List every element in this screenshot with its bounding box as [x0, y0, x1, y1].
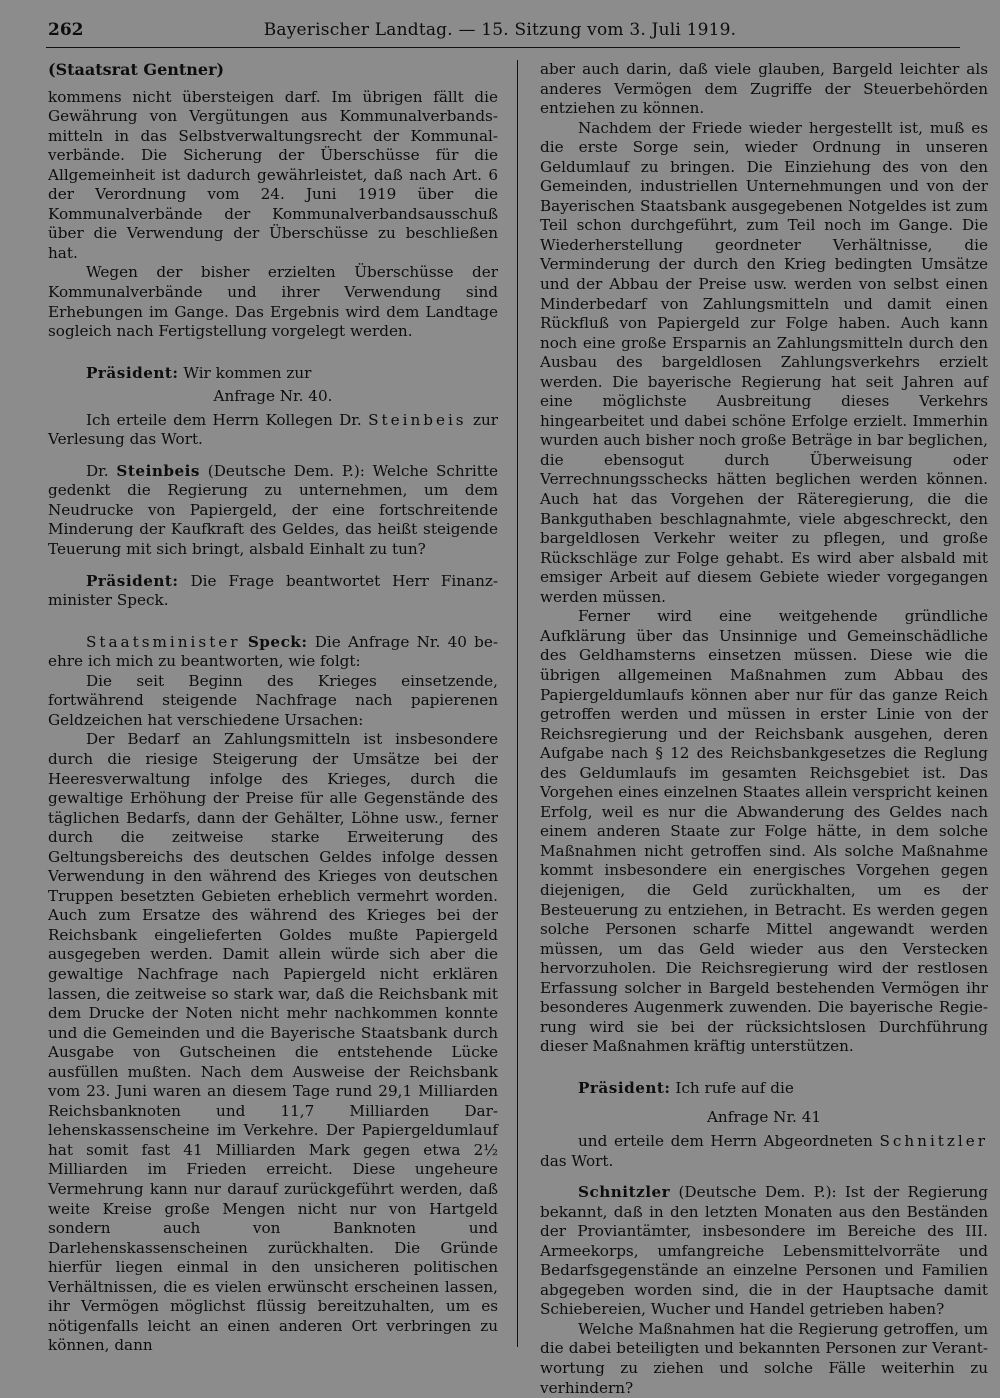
paragraph: Nachdem der Friede wieder hergestellt ist, muß es die erste Sorge sein, wieder Ordnung in unseren Geldumlauf zu bringen. Die Einziehung des von den Gemeinden, industriellen Unternehmungen und von der Bayerischen Staatsbank ausgegebenen Notgeldes ist zum Teil schon durchgeführt, zum Teil noch im Gange. Die Wiederherstellung geordneter Verhältnisse, die Verminderung der durch den Krieg bedingten Umsätze und der Abbau der Preise usw. werden von selbst einen Minderbedarf von Zahlungsmitteln und damit einen Rückfluß von Papiergeld zur Folge haben. Auch kann noch eine große Ersparnis an Zahlungsmitteln durch den Ausbau des bargeldlosen Zahlungsverkehrs erzielt werden. Die bayerische Regierung hat seit Jahren auf eine möglichste Ausbreitung dieses Verkehrs hingearbeitet und dabei schöne Erfolge erzielt. Immerhin wurden auch bisher noch große Beträge in bar beglichen, die ebensogut durch Überweisung oder Verrechnungsschecks hätten beglichen werden können. Auch hat das Vorgehen der Räteregierung, die die Bankguthaben beschlagnahmte, viele abgeschreckt, den bargeldlosen Verkehr weiter zu pflegen, und große Rückschläge zur Folge gehabt. Es wird aber alsbald mit emsiger Arbeit auf diesem Gebiete wieder vorgegangen werden müssen. [540, 118, 988, 606]
paragraph: kommens nicht übersteigen darf. Im übrigen fällt die Gewährung von Vergütungen aus Kommunalverbandsmitteln in das Selbstverwaltungsrecht der Kommunalverbände. Die Sicherung der Überschüsse für die Allgemeinheit ist dadurch gewährleistet, daß nach Art. 6 der Verordnung vom 24. Juni 1919 über die Kommunalverbände der Kommunalverbandsausschuß über die Verwendung der Überschüsse zu beschließen hat. [48, 87, 498, 262]
inquiry-text: Dr. Steinbeis (Deutsche Dem. P.): Welche Schritte gedenkt die Regierung zu unternehmen, um dem Neudrucke von Papiergeld, der eine fortschreitende Minderung der Kaufkraft des Geldes, das heißt steigende Teuerung mit sich bringt, alsbald Einhalt zu tun? [48, 461, 498, 559]
inquiry-heading: Anfrage Nr. 41 [706, 1108, 822, 1127]
minister-answer-intro: Staatsminister Speck: Die Anfrage Nr. 40 beehre ich mich zu beantworten, wie folgt: [48, 632, 498, 671]
inquiry-text: Schnitzler (Deutsche Dem. P.): Ist der Regierung bekannt, daß in den letzten Monaten aus den Beständen der Proviantämter, insbesondere im Bereiche des III. Armeekorps, umfangreiche Lebensmittelvorräte und Bedarfsgegenstände an einzelne Personen und Familien abgegeben worden sind, die in der Hauptsache damit Schiebereien, Wucher und Handel getrieben haben? [540, 1183, 988, 1319]
speaker-name: Schnitzler [879, 1131, 989, 1150]
page-number: 262 [48, 20, 84, 40]
paragraph: und erteile dem Herrn Abgeordneten Schnitzler das Wort. [540, 1131, 989, 1170]
left-column [48, 60, 498, 1353]
speaker-name: Präsident: [578, 1078, 671, 1097]
president-statement: Präsident: Die Frage beantwortet Herr Finanzminister Speck. [48, 571, 498, 610]
inquiry-heading: Anfrage Nr. 40. [213, 387, 333, 406]
header-rule [46, 47, 960, 48]
president-statement: Präsident: Wir kommen zur [86, 363, 312, 382]
right-column [540, 60, 989, 1397]
paragraph: Ferner wird eine weitgehende gründliche Aufklärung über das Unsinnige und Gemeinschädliche des Geldhamsterns einsetzen müssen. Diese wie die übrigen allgemeinen Maßnahmen zum Abbau des Papiergeldumlaufs können aber nur für das ganze Reich getroffen werden und müssen in erster Linie von der Reichsregierung und der Reichsbank ausgehen, deren Aufgabe nach § 12 des Reichsbankgesetzes die Reglung des Geldumlaufs im gesamten Reichsgebiet ist. Das Vorgehen eines einzelnen Staates allein verspricht keinen Erfolg, weil es nur die Abwanderung des Geldes nach einem anderen Staate zur Folge hätte, in dem solche Maßnahmen nicht getroffen sind. Als solche Maßnahme kommt insbesondere ein energisches Vorgehen gegen diejenigen, die Geld zurückhalten, um es der Besteuerung zu entziehen, in Betracht. Es werden gegen solche Personen scharfe Mittel angewandt werden müssen, um das Geld wieder aus den Verstecken hervorzuholen. Die Reichsregierung wird der restlosen Erfassung solcher in Bargeld bestehenden Vermögen ihr besonderes Augenmerk zuwenden. Die bayerische Regierung wird sie bei der rücksichtslosen Durchführung dieser Maßnahmen kräftig unterstützen. [540, 607, 988, 1056]
paragraph: Ich erteile dem Herrn Kollegen Dr. Steinbeis zur Verlesung das Wort. [48, 410, 499, 449]
speaker-continuation-label: (Staatsrat Gentner) [48, 60, 225, 79]
speaker-name: Präsident: [86, 363, 179, 382]
speaker-name: Steinbeis [368, 410, 467, 429]
paragraph: Die seit Beginn des Krieges einsetzende, fortwährend steigende Nachfrage nach papierenen Geldzeichen hat verschiedene Ursachen: [48, 671, 498, 729]
paragraph: Wegen der bisher erzielten Überschüsse der Kommunalverbände und ihrer Verwendung sind Erhebungen im Gange. Das Ergebnis wird dem Landtage sogleich nach Fertigstellung vorgelegt werden. [48, 263, 498, 341]
president-statement: Präsident: Ich rufe auf die [578, 1078, 794, 1097]
speaker-name: Steinbeis [116, 461, 200, 480]
column-divider [517, 60, 518, 1347]
speaker-name: Schnitzler [578, 1183, 671, 1202]
speaker-name: Speck: [247, 632, 308, 651]
paragraph: Der Bedarf an Zahlungsmitteln ist insbesondere durch die riesige Steigerung der Umsätze bei der Heeresverwaltung infolge des Krieges, durch die gewaltige Erhöhung der Preise für alle Gegenstände des täglichen Bedarfs, dann der Gehälter, Löhne usw., ferner durch die zeitweise starke Erweiterung des Geltungsbereichs des deutschen Geldes infolge dessen Verwendung in den während des Krieges von deutschen Truppen besetzten Gebieten erheblich vermehrt worden. Auch zum Ersatze des während des Krieges bei der Reichsbank eingelieferten Goldes mußte Papiergeld ausgegeben werden. Damit allein würde sich aber die gewaltige Nachfrage nach Papiergeld nicht erklären lassen, die zeitweise so stark war, daß die Reichsbank mit dem Drucke der Noten nicht mehr nachkommen konnte und die Gemeinden und die Bayerische Staatsbank durch Ausgabe von Gutscheinen die entstehende Lücke ausfüllen mußten. Nach dem Ausweise der Reichsbank vom 23. Juni waren an diesem Tage rund 29,1 Milliarden Reichsbanknoten und 11,7 Milliarden Darlehenskassenscheine im Verkehre. Der Papiergeldumlauf hat somit fast 41 Milliarden Mark gegen etwa 2½ Milliarden im Frieden erreicht. Diese ungeheure Vermehrung kann nur darauf zurückgeführt werden, daß weite Kreise große Mengen nicht nur von Hartgeld sondern auch von Banknoten und Darlehenskassenscheinen zurückhalten. Die Gründe hierfür liegen einmal in den unsicheren politischen Verhältnissen, die es vielen erwünscht erscheinen lassen, ihr Vermögen möglichst flüssig bereitzuhalten, um es nötigenfalls leicht an einen anderen Ort verbringen zu können, dann [48, 730, 498, 1355]
page-header [48, 18, 952, 42]
running-title: Bayerischer Landtag. — 15. Sitzung vom 3. Juli 1919. [263, 20, 737, 40]
speaker-name: Präsident: [86, 571, 179, 590]
paragraph: aber auch darin, daß viele glauben, Bargeld leichter als anderes Vermögen dem Zugriffe der Steuerbehörden entziehen zu können. [540, 60, 988, 118]
paragraph: Welche Maßnahmen hat die Regierung getroffen, um die dabei beteiligten und bekannten Personen zur Verantwortung zu ziehen und solche Fälle weiterhin zu verhindern? [540, 1319, 988, 1397]
